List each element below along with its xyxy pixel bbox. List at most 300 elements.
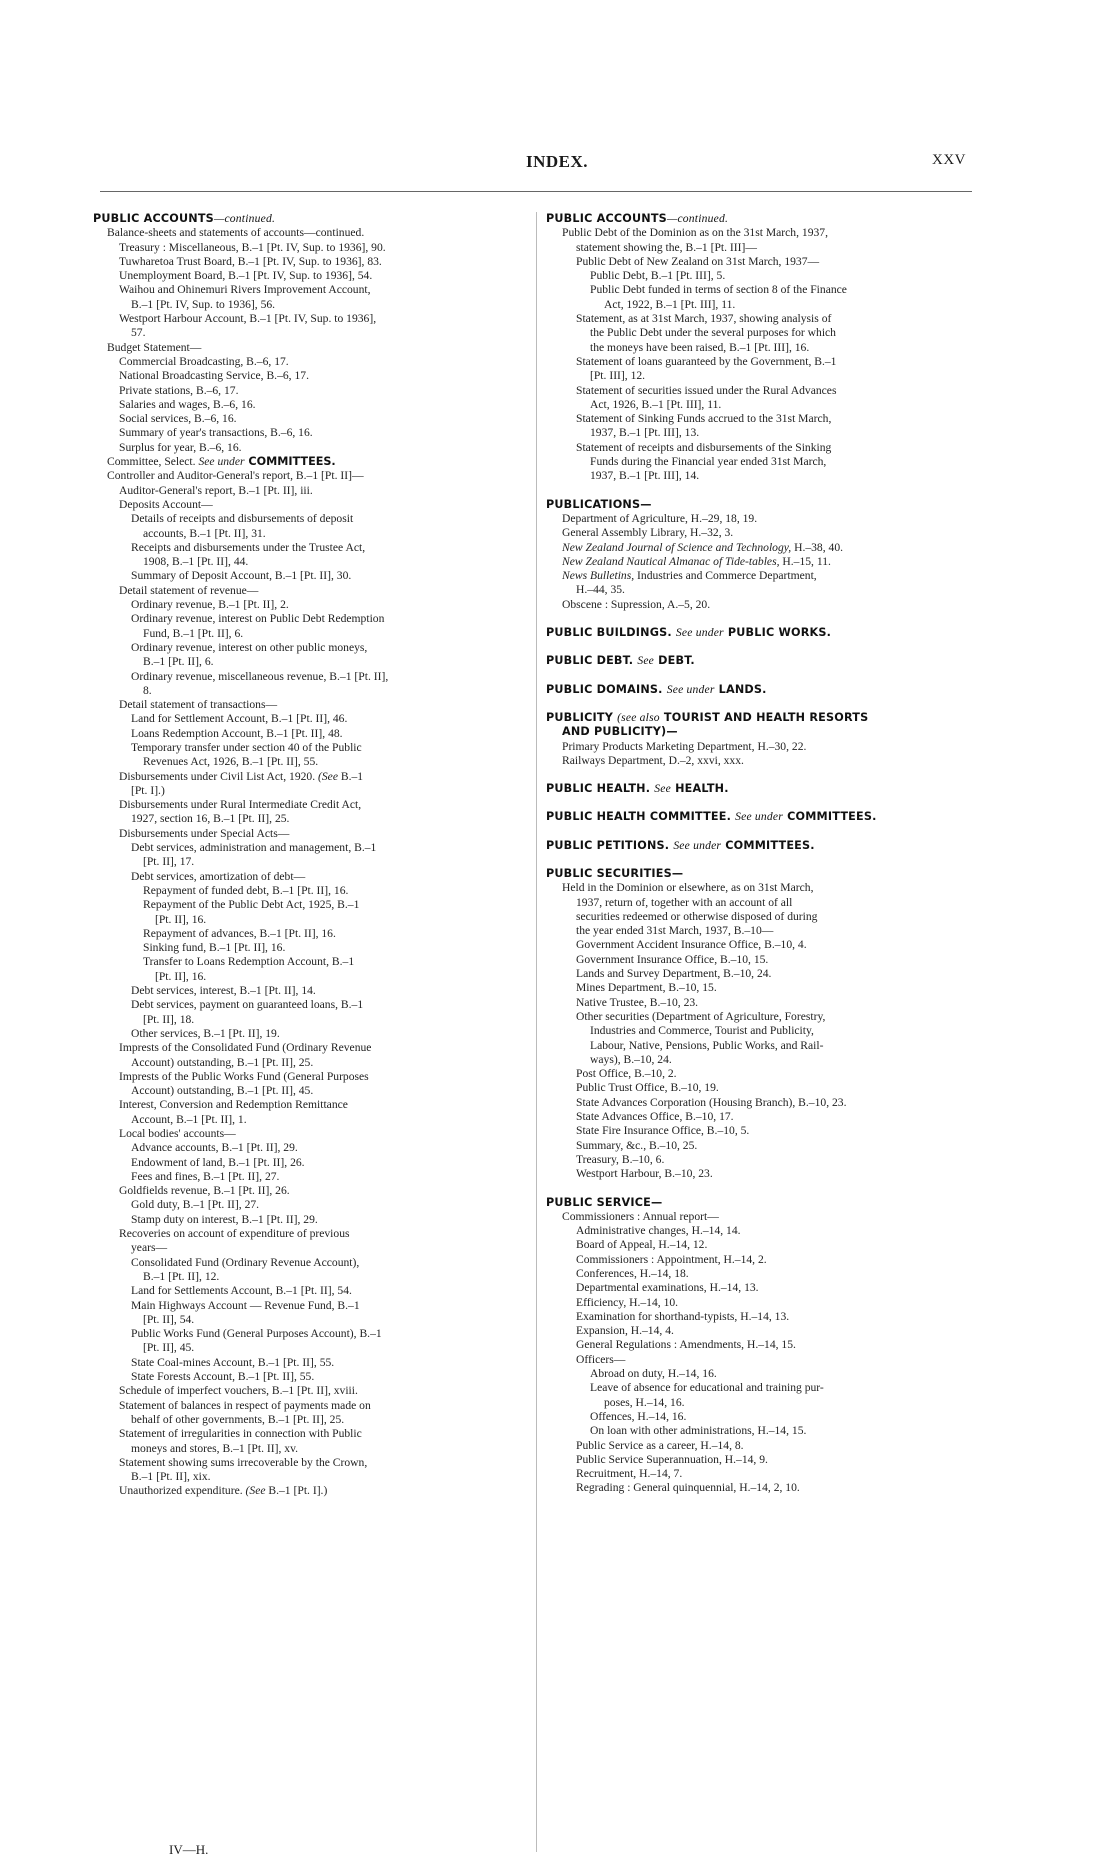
index-entry — [93, 1256, 523, 1270]
entry-text: Recoveries on account of expenditure of previous — [119, 1227, 350, 1241]
entry-text: Ordinary revenue, interest on other public moneys, — [131, 640, 368, 654]
index-entry — [93, 955, 523, 969]
entry-text: Administrative changes, H.–14, 14. — [576, 1224, 741, 1238]
index-entry — [546, 996, 976, 1010]
index-entry — [546, 1167, 976, 1181]
index-entry — [93, 269, 523, 283]
entry-text: Detail statement of revenue— — [119, 583, 259, 597]
index-entry — [546, 1481, 976, 1495]
index-entry — [93, 755, 523, 769]
index-entry — [546, 384, 976, 398]
entry-text: Budget Statement— — [107, 340, 202, 354]
entry-text: Government Accident Insurance Office, B.–10, 4. — [576, 938, 807, 952]
index-entry — [546, 541, 976, 555]
entry-reference: TOURIST AND HEALTH RESORTS — [659, 710, 869, 724]
entry-text: PUBLIC ACCOUNTS — [546, 212, 667, 225]
index-entry — [93, 827, 523, 841]
index-entry — [93, 1299, 523, 1313]
index-entry — [546, 1467, 976, 1481]
index-entry — [546, 1153, 976, 1167]
index-entry — [93, 712, 523, 726]
index-entry — [93, 1227, 523, 1241]
entry-text: Land for Settlement Account, B.–1 [Pt. II], 46. — [131, 712, 348, 726]
entry-text: Main Highways Account — Revenue Fund, B.–1 — [131, 1298, 360, 1312]
entry-text: Officers— — [576, 1352, 626, 1366]
index-entry — [546, 938, 976, 952]
index-entry — [546, 226, 976, 240]
entry-text: Public Service Superannuation, H.–14, 9. — [576, 1452, 768, 1466]
entry-text: Treasury, B.–10, 6. — [576, 1152, 665, 1166]
index-entry — [93, 1327, 523, 1341]
entry-text: Labour, Native, Pensions, Public Works, and Rail- — [590, 1038, 824, 1052]
index-entry — [546, 455, 976, 469]
entry-text: PUBLIC PETITIONS. — [546, 838, 674, 852]
index-entry — [546, 469, 976, 483]
index-entry — [546, 369, 976, 383]
index-entry — [93, 255, 523, 269]
entry-italic: New Zealand Nautical Almanac of Tide-tables, — [562, 554, 780, 568]
entry-reference: H.–15, 11. — [779, 554, 831, 568]
entry-text: Statement of loans guaranteed by the Government, B.–1 — [576, 354, 837, 368]
entry-text: [Pt. III], 12. — [590, 369, 646, 383]
index-entry — [93, 998, 523, 1012]
index-entry — [93, 1213, 523, 1227]
index-entry — [93, 941, 523, 955]
page-number: XXV — [932, 152, 966, 168]
entry-text: years— — [131, 1241, 168, 1255]
entry-text: Ordinary revenue, miscellaneous revenue, B.–1 [Pt. II], — [131, 669, 389, 683]
entry-text: Industries and Commerce, Tourist and Publicity, — [590, 1024, 814, 1038]
index-entry — [93, 441, 523, 455]
entry-text: Consolidated Fund (Ordinary Revenue Account), — [131, 1255, 360, 1269]
entry-text: behalf of other governments, B.–1 [Pt. II], 25. — [131, 1412, 345, 1426]
entry-text: Fund, B.–1 [Pt. II], 6. — [143, 626, 244, 640]
entry-text: Disbursements under Special Acts— — [119, 826, 290, 840]
entry-text: Act, 1922, B.–1 [Pt. III], 11. — [604, 297, 736, 311]
entry-text: Post Office, B.–10, 2. — [576, 1067, 677, 1081]
index-entry — [546, 255, 976, 269]
header-rule — [100, 191, 972, 192]
entry-text: PUBLIC HEALTH. — [546, 782, 655, 796]
index-entry — [546, 512, 976, 526]
entry-text: Leave of absence for educational and training pur- — [590, 1381, 824, 1395]
column-divider — [536, 212, 537, 1852]
entry-text: Stamp duty on interest, B.–1 [Pt. II], 29. — [131, 1212, 318, 1226]
entry-text: Repayment of advances, B.–1 [Pt. II], 16. — [143, 926, 336, 940]
entry-text: Public Works Fund (General Purposes Account), B.–1 — [131, 1327, 382, 1341]
entry-italic: (see also — [617, 710, 660, 724]
index-entry — [93, 641, 523, 655]
index-entry — [546, 1096, 976, 1110]
index-heading — [546, 212, 976, 226]
index-entry — [546, 269, 976, 283]
index-heading — [546, 626, 976, 640]
entry-reference: HEALTH. — [671, 782, 729, 796]
entry-text: Deposits Account— — [119, 497, 213, 511]
entry-text: Act, 1926, B.–1 [Pt. III], 11. — [590, 397, 722, 411]
entry-reference: H.–38, 40. — [791, 540, 844, 554]
index-entry — [93, 784, 523, 798]
index-entry — [93, 627, 523, 641]
entry-text: Mines Department, B.–10, 15. — [576, 981, 717, 995]
index-entry — [93, 1370, 523, 1384]
entry-text: Statement of irregularities in connection with Public — [119, 1427, 362, 1441]
entry-text: State Coal-mines Account, B.–1 [Pt. II], 55. — [131, 1355, 335, 1369]
index-entry — [546, 1053, 976, 1067]
entry-text: Receipts and disbursements under the Trustee Act, — [131, 540, 366, 554]
left-column — [93, 212, 523, 1499]
entry-text: Surplus for year, B.–6, 16. — [119, 440, 242, 454]
entry-text: 1937, return of, together with an account of all — [576, 895, 793, 909]
index-entry — [93, 1156, 523, 1170]
entry-text: Commercial Broadcasting, B.–6, 17. — [119, 354, 289, 368]
index-entry — [546, 283, 976, 297]
index-entry — [546, 1367, 976, 1381]
index-entry — [546, 1110, 976, 1124]
entry-italic: See — [637, 654, 655, 668]
entry-text: Commissioners : Annual report— — [562, 1209, 719, 1223]
entry-text: Private stations, B.–6, 17. — [119, 383, 239, 397]
index-entry — [93, 741, 523, 755]
entry-italic: —continued. — [666, 212, 729, 225]
index-entry — [93, 698, 523, 712]
entry-reference: B.–1 — [337, 769, 364, 783]
index-entry — [93, 727, 523, 741]
entry-text: PUBLIC DOMAINS. — [546, 682, 667, 696]
index-entry — [93, 1399, 523, 1413]
index-entry — [93, 326, 523, 340]
entry-text: Waihou and Ohinemuri Rivers Improvement Account, — [119, 283, 371, 297]
entry-text: [Pt. I].) — [131, 783, 165, 797]
entry-text: Advance accounts, B.–1 [Pt. II], 29. — [131, 1141, 298, 1155]
index-entry — [93, 226, 523, 240]
entry-text: Committee, Select. — [107, 455, 199, 469]
index-entry — [546, 910, 976, 924]
entry-text: statement showing the, B.–1 [Pt. III]— — [576, 240, 757, 254]
entry-text: PUBLIC HEALTH COMMITTEE. — [546, 810, 736, 824]
entry-text: Public Debt, B.–1 [Pt. III], 5. — [590, 269, 726, 283]
index-entry — [546, 1353, 976, 1367]
index-entry — [93, 584, 523, 598]
entry-text: Expansion, H.–14, 4. — [576, 1324, 674, 1338]
entry-text: Abroad on duty, H.–14, 16. — [590, 1367, 717, 1381]
entry-text: Treasury : Miscellaneous, B.–1 [Pt. IV, Sup. to 1936], 90. — [119, 240, 386, 254]
entry-reference: PUBLIC WORKS. — [723, 626, 832, 640]
index-entry — [93, 1098, 523, 1112]
index-entry — [546, 355, 976, 369]
index-entry — [93, 655, 523, 669]
entry-text: Imprests of the Consolidated Fund (Ordinary Revenue — [119, 1041, 372, 1055]
index-entry — [546, 1296, 976, 1310]
index-entry — [546, 1424, 976, 1438]
entry-text: Repayment of funded debt, B.–1 [Pt. II], 16. — [143, 883, 349, 897]
index-entry — [93, 870, 523, 884]
entry-text: Ordinary revenue, interest on Public Debt Redemption — [131, 612, 385, 626]
index-entry — [93, 841, 523, 855]
index-heading — [546, 725, 976, 739]
index-entry — [546, 1267, 976, 1281]
index-entry — [546, 1024, 976, 1038]
index-entry — [93, 612, 523, 626]
entry-text: Department of Agriculture, H.–29, 18, 19. — [562, 511, 758, 525]
entry-text: Public Debt funded in terms of section 8 of the Finance — [590, 283, 847, 297]
index-entry — [93, 1470, 523, 1484]
entry-text: 1908, B.–1 [Pt. II], 44. — [143, 555, 249, 569]
entry-italic: See under — [675, 626, 724, 640]
entry-text: securities redeemed or otherwise disposed of during — [576, 909, 818, 923]
index-entry — [93, 469, 523, 483]
entry-italic: New Zealand Journal of Science and Technology, — [562, 540, 792, 554]
entry-text: Auditor-General's report, B.–1 [Pt. II], iii. — [119, 483, 313, 497]
entry-text: Obscene : Supression, A.–5, 20. — [562, 597, 711, 611]
index-entry — [93, 384, 523, 398]
index-entry — [93, 1113, 523, 1127]
index-heading — [546, 711, 976, 725]
index-entry — [93, 1056, 523, 1070]
entry-text: AND PUBLICITY)— — [562, 725, 678, 739]
index-entry — [546, 1410, 976, 1424]
entry-text: 1937, B.–1 [Pt. III], 13. — [590, 426, 700, 440]
index-entry — [546, 754, 976, 768]
entry-text: Railways Department, D.–2, xxvi, xxx. — [562, 753, 744, 767]
index-entry — [546, 1324, 976, 1338]
entry-text: Goldfields revenue, B.–1 [Pt. II], 26. — [119, 1184, 290, 1198]
entry-text: the Public Debt under the several purposes for which — [590, 326, 836, 340]
entry-italic: (See — [245, 1484, 266, 1498]
index-entry — [546, 967, 976, 981]
entry-text: Summary, &c., B.–10, 25. — [576, 1138, 698, 1152]
entry-text: Regrading : General quinquennial, H.–14, 2, 10. — [576, 1481, 800, 1495]
index-entry — [546, 1238, 976, 1252]
index-entry — [546, 1067, 976, 1081]
entry-text: Unemployment Board, B.–1 [Pt. IV, Sup. to 1936], 54. — [119, 269, 373, 283]
index-entry — [93, 598, 523, 612]
index-entry — [93, 1270, 523, 1284]
entry-text: Statement of receipts and disbursements of the Sinking — [576, 440, 832, 454]
entry-reference: B.–1 [Pt. I].) — [265, 1484, 328, 1498]
index-entry — [546, 881, 976, 895]
index-entry — [546, 1253, 976, 1267]
index-heading — [546, 810, 976, 824]
entry-text: Examination for shorthand-typists, H.–14, 13. — [576, 1309, 790, 1323]
entry-text: Native Trustee, B.–10, 23. — [576, 995, 699, 1009]
entry-italic: (See — [318, 769, 338, 783]
entry-text: Sinking fund, B.–1 [Pt. II], 16. — [143, 941, 286, 955]
entry-text: Land for Settlements Account, B.–1 [Pt. II], 54. — [131, 1284, 352, 1298]
index-entry — [93, 1027, 523, 1041]
entry-text: Debt services, payment on guaranteed loans, B.–1 — [131, 998, 364, 1012]
index-entry — [93, 898, 523, 912]
entry-text: [Pt. II], 16. — [155, 969, 207, 983]
entry-text: Public Trust Office, B.–10, 19. — [576, 1081, 719, 1095]
entry-text: Held in the Dominion or elsewhere, as on 31st March, — [562, 881, 814, 895]
entry-text: [Pt. II], 16. — [155, 912, 207, 926]
entry-text: PUBLIC SECURITIES— — [546, 866, 684, 880]
index-entry — [93, 498, 523, 512]
index-entry — [93, 927, 523, 941]
index-entry — [546, 1310, 976, 1324]
index-entry — [93, 984, 523, 998]
index-entry — [93, 341, 523, 355]
entry-text: Local bodies' accounts— — [119, 1127, 236, 1140]
index-heading — [546, 867, 976, 881]
entry-text: Salaries and wages, B.–6, 16. — [119, 397, 256, 411]
entry-text: 8. — [143, 683, 152, 697]
entry-text: PUBLICITY — [546, 710, 618, 724]
index-entry — [93, 412, 523, 426]
index-entry — [546, 1453, 976, 1467]
entry-text: ways), B.–10, 24. — [590, 1052, 672, 1066]
index-entry — [93, 298, 523, 312]
entry-text: Detail statement of transactions— — [119, 698, 278, 712]
entry-text: 57. — [131, 326, 146, 340]
entry-text: Recruitment, H.–14, 7. — [576, 1467, 683, 1481]
index-entry — [546, 412, 976, 426]
entry-text: Debt services, interest, B.–1 [Pt. II], 14. — [131, 984, 316, 998]
entry-text: PUBLIC ACCOUNTS — [93, 212, 214, 225]
entry-text: Repayment of the Public Debt Act, 1925, B.–1 — [143, 898, 360, 912]
entry-text: Balance-sheets and statements of accounts—continued. — [107, 226, 365, 240]
index-entry — [93, 1241, 523, 1255]
entry-text: Temporary transfer under section 40 of the Public — [131, 740, 362, 754]
entry-text: PUBLIC BUILDINGS. — [546, 626, 676, 640]
index-entry — [546, 398, 976, 412]
entry-text: Controller and Auditor-General's report, B.–1 [Pt. II]— — [107, 469, 364, 483]
entry-text: Endowment of land, B.–1 [Pt. II], 26. — [131, 1155, 305, 1169]
index-entry — [93, 555, 523, 569]
index-entry — [546, 583, 976, 597]
index-entry — [546, 426, 976, 440]
index-entry — [546, 1281, 976, 1295]
index-entry — [93, 884, 523, 898]
entry-text: Disbursements under Civil List Act, 1920. — [119, 769, 319, 783]
index-entry — [546, 981, 976, 995]
index-entry — [93, 1127, 523, 1141]
index-entry — [546, 326, 976, 340]
entry-italic: See — [654, 782, 671, 796]
index-entry — [93, 1442, 523, 1456]
index-entry — [93, 855, 523, 869]
entry-text: Statement of balances in respect of payments made on — [119, 1398, 371, 1412]
index-entry — [93, 527, 523, 541]
index-entry — [93, 798, 523, 812]
index-entry — [93, 1384, 523, 1398]
entry-text: Statement of Sinking Funds accrued to the 31st March, — [576, 412, 832, 426]
index-entry — [546, 1081, 976, 1095]
index-entry — [546, 740, 976, 754]
index-heading — [546, 782, 976, 796]
index-entry — [93, 369, 523, 383]
index-entry — [93, 1484, 523, 1498]
index-entry — [546, 1010, 976, 1024]
entry-text: Statement of securities issued under the Rural Advances — [576, 383, 837, 397]
index-entry — [93, 670, 523, 684]
entry-text: [Pt. II], 45. — [143, 1341, 195, 1355]
index-heading — [546, 654, 976, 668]
index-entry — [93, 1070, 523, 1084]
index-entry — [546, 896, 976, 910]
index-entry — [93, 355, 523, 369]
entry-text: Details of receipts and disbursements of deposit — [131, 512, 354, 526]
entry-text: PUBLIC SERVICE— — [546, 1195, 663, 1209]
entry-text: Statement showing sums irrecoverable by the Crown, — [119, 1455, 368, 1469]
entry-text: Debt services, administration and management, B.–1 — [131, 841, 377, 855]
entry-text: Revenues Act, 1926, B.–1 [Pt. II], 55. — [143, 755, 319, 769]
entry-text: Statement, as at 31st March, 1937, showing analysis of — [576, 312, 832, 326]
entry-text: Summary of year's transactions, B.–6, 16. — [119, 426, 313, 440]
index-entry — [546, 1210, 976, 1224]
index-entry — [546, 526, 976, 540]
entry-text: 1937, B.–1 [Pt. III], 14. — [590, 469, 700, 483]
entry-text: Tuwharetoa Trust Board, B.–1 [Pt. IV, Sup. to 1936], 83. — [119, 254, 382, 268]
index-entry — [93, 283, 523, 297]
entry-text: Public Debt of the Dominion as on the 31st March, 1937, — [562, 226, 828, 240]
index-heading — [546, 683, 976, 697]
index-entry — [93, 484, 523, 498]
right-column — [546, 212, 976, 1496]
page-title: INDEX. — [525, 152, 589, 171]
index-heading — [546, 498, 976, 512]
entry-text: Other services, B.–1 [Pt. II], 19. — [131, 1026, 280, 1040]
index-entry — [93, 1341, 523, 1355]
index-entry — [93, 569, 523, 583]
index-entry — [93, 1170, 523, 1184]
entry-text: Departmental examinations, H.–14, 13. — [576, 1281, 759, 1295]
entry-text: B.–1 [Pt. IV, Sup. to 1936], 56. — [131, 297, 276, 311]
index-entry — [93, 512, 523, 526]
entry-text: accounts, B.–1 [Pt. II], 31. — [143, 526, 266, 540]
entry-text: Ordinary revenue, B.–1 [Pt. II], 2. — [131, 598, 289, 612]
index-entry — [546, 1139, 976, 1153]
entry-text: State Advances Office, B.–10, 17. — [576, 1110, 734, 1124]
entry-text: Conferences, H.–14, 18. — [576, 1267, 689, 1280]
entry-text: 1927, section 16, B.–1 [Pt. II], 25. — [131, 812, 290, 826]
entry-text: Disbursements under Rural Intermediate Credit Act, — [119, 798, 362, 812]
index-entry — [546, 924, 976, 938]
entry-text: B.–1 [Pt. II], xix. — [131, 1470, 211, 1484]
entry-text: Efficiency, H.–14, 10. — [576, 1295, 679, 1309]
entry-italic: —continued. — [213, 212, 276, 225]
entry-text: moneys and stores, B.–1 [Pt. II], xv. — [131, 1441, 299, 1455]
index-heading — [93, 212, 523, 226]
index-entry — [546, 555, 976, 569]
index-entry — [546, 598, 976, 612]
entry-text: State Forests Account, B.–1 [Pt. II], 55. — [131, 1370, 315, 1384]
entry-text: Account) outstanding, B.–1 [Pt. II], 25. — [131, 1055, 314, 1069]
entry-text: [Pt. II], 17. — [143, 855, 195, 869]
entry-text: Public Service as a career, H.–14, 8. — [576, 1438, 744, 1452]
entry-italic: See under — [673, 838, 722, 852]
index-entry — [93, 1456, 523, 1470]
index-heading — [546, 839, 976, 853]
entry-text: Social services, B.–6, 16. — [119, 412, 237, 426]
index-entry — [93, 1184, 523, 1198]
entry-text: Transfer to Loans Redemption Account, B.–1 — [143, 955, 355, 969]
index-entry — [93, 684, 523, 698]
signature-mark: IV—H. — [169, 1842, 209, 1857]
index-entry — [93, 455, 523, 469]
index-entry — [93, 1141, 523, 1155]
index-entry — [546, 1124, 976, 1138]
index-entry — [93, 1284, 523, 1298]
index-entry — [93, 1356, 523, 1370]
index-entry — [93, 1427, 523, 1441]
entry-text: Imprests of the Public Works Fund (General Purposes — [119, 1069, 369, 1083]
entry-text: On loan with other administrations, H.–14, 15. — [590, 1424, 807, 1438]
index-entry — [546, 341, 976, 355]
entry-text: PUBLICATIONS— — [546, 497, 652, 511]
entry-italic: See under — [198, 455, 245, 469]
